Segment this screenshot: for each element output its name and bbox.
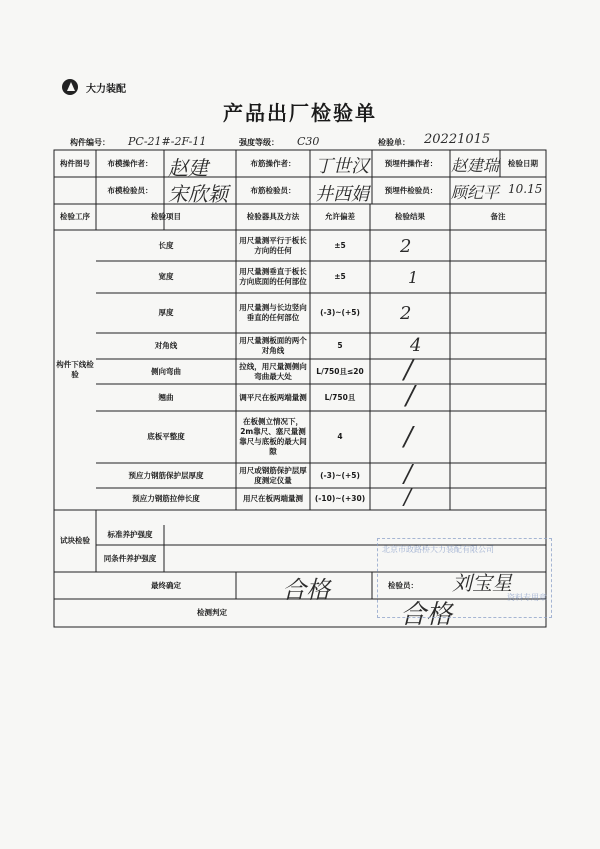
strength-label: 强度等级： <box>239 138 279 147</box>
item-tolerance: (-3)~(+5) <box>320 470 360 480</box>
item-tolerance: 4 <box>337 432 343 441</box>
embed-operator-label: 预埋件操作者： <box>384 158 438 168</box>
embed-inspector-label: 预埋件检验员： <box>384 185 438 195</box>
item-result: 4 <box>410 335 422 356</box>
stamp-company: 北京市政路桥大力装配有限公司 <box>382 545 494 554</box>
item-tolerance: ±5 <box>334 240 346 250</box>
col-remark: 备注 <box>490 212 506 221</box>
date-label: 检验日期 <box>508 158 538 168</box>
embed-operator-signature: 赵建瑞 <box>451 156 500 175</box>
strength-value: C30 <box>297 135 320 148</box>
inspection-no: 20221015 <box>424 132 491 147</box>
final-result: 合格 <box>282 576 330 604</box>
item-method: 调平尺在板两端量测 <box>239 392 307 402</box>
item-result: / <box>404 355 413 385</box>
item-result: / <box>404 460 413 488</box>
judge-result: 合格 <box>400 600 453 630</box>
item-result: / <box>404 422 413 452</box>
rebar-operator-label: 布筋操作者： <box>250 158 296 168</box>
brand-name: 大力装配 <box>86 83 126 95</box>
item-name: 预应力钢筋拉伸长度 <box>132 494 200 503</box>
item-result: 1 <box>408 268 419 287</box>
item-method: 用尺在板两端量测 <box>243 494 303 503</box>
same-cure-label: 同条件养护强度 <box>103 553 157 563</box>
col-result: 检验结果 <box>395 212 425 221</box>
inspector-label: 检验员： <box>388 580 418 590</box>
stamp-purpose: 资料专用章 <box>507 593 547 602</box>
col-item: 检验项目 <box>151 212 181 221</box>
item-name: 底板平整度 <box>147 432 185 441</box>
item-name: 对角线 <box>154 341 178 350</box>
item-method: 用尺量测板面的两个对角线 <box>239 336 307 355</box>
item-name: 宽度 <box>158 272 174 281</box>
company-stamp <box>377 538 552 618</box>
page-title: 产品出厂检验单 <box>223 101 377 125</box>
judge-label: 检测判定 <box>197 608 227 617</box>
item-result: / <box>404 485 412 510</box>
item-name: 预应力钢筋保护层厚度 <box>128 470 204 480</box>
item-method: 用尺量测平行于板长方向的任何 <box>239 235 307 255</box>
item-name: 厚度 <box>158 308 174 317</box>
item-result: 2 <box>400 236 412 257</box>
component-no-label: 构件编号： <box>70 138 110 147</box>
final-label: 最终确定 <box>151 580 181 590</box>
inspection-date: 10.15 <box>508 182 543 196</box>
item-method: 用尺或钢筋保护层厚度测定仪量 <box>239 465 307 485</box>
item-result: 2 <box>400 303 412 324</box>
item-method: 用尺量测与长边竖向垂直的任何部位 <box>239 303 307 322</box>
item-tolerance: L/750且 <box>324 392 356 402</box>
drawing-no-label: 构件图号 <box>60 158 90 168</box>
col-method: 检验器具及方法 <box>246 212 300 221</box>
inspection-no-label: 检验单： <box>378 138 410 147</box>
item-method: 拉线，用尺量测侧向弯曲最大处 <box>239 361 307 381</box>
item-tolerance: L/750且≤20 <box>316 366 364 376</box>
formwork-inspector-signature: 宋欣颖 <box>168 182 228 206</box>
formwork-inspector-label: 布模检验员： <box>107 185 153 195</box>
item-result: / <box>406 381 415 411</box>
item-name: 侧向弯曲 <box>151 366 181 376</box>
rebar-operator-signature: 丁世汉 <box>315 156 369 177</box>
process-label: 构件下线检验 <box>56 360 94 379</box>
item-method: 用尺量测垂直于板长方向底面的任何部位 <box>239 267 307 286</box>
item-tolerance: ±5 <box>334 272 346 281</box>
item-tolerance: (-10)~(+30) <box>314 494 366 503</box>
item-method: 在板侧立情况下，2m靠尺、塞尺量测靠尺与底板的最大间隙 <box>239 417 307 456</box>
item-tolerance: (-3)~(+5) <box>320 308 360 317</box>
component-no: PC-21#-2F-11 <box>128 135 207 148</box>
embed-inspector-signature: 顾纪平 <box>451 183 500 202</box>
inspector-signature: 刘宝星 <box>452 571 512 595</box>
item-tolerance: 5 <box>337 341 343 350</box>
rebar-inspector-signature: 井西娟 <box>315 184 369 205</box>
item-name: 翘曲 <box>158 392 174 402</box>
rebar-inspector-label: 布筋检验员： <box>250 185 296 195</box>
col-tolerance: 允许偏差 <box>325 212 355 221</box>
item-name: 长度 <box>158 240 174 250</box>
test-block-label: 试块检验 <box>60 536 90 545</box>
standard-cure-label: 标准养护强度 <box>107 530 153 539</box>
formwork-operator-label: 布模操作者： <box>107 158 153 168</box>
col-process: 检验工序 <box>60 212 90 221</box>
formwork-operator-signature: 赵建 <box>168 156 208 180</box>
